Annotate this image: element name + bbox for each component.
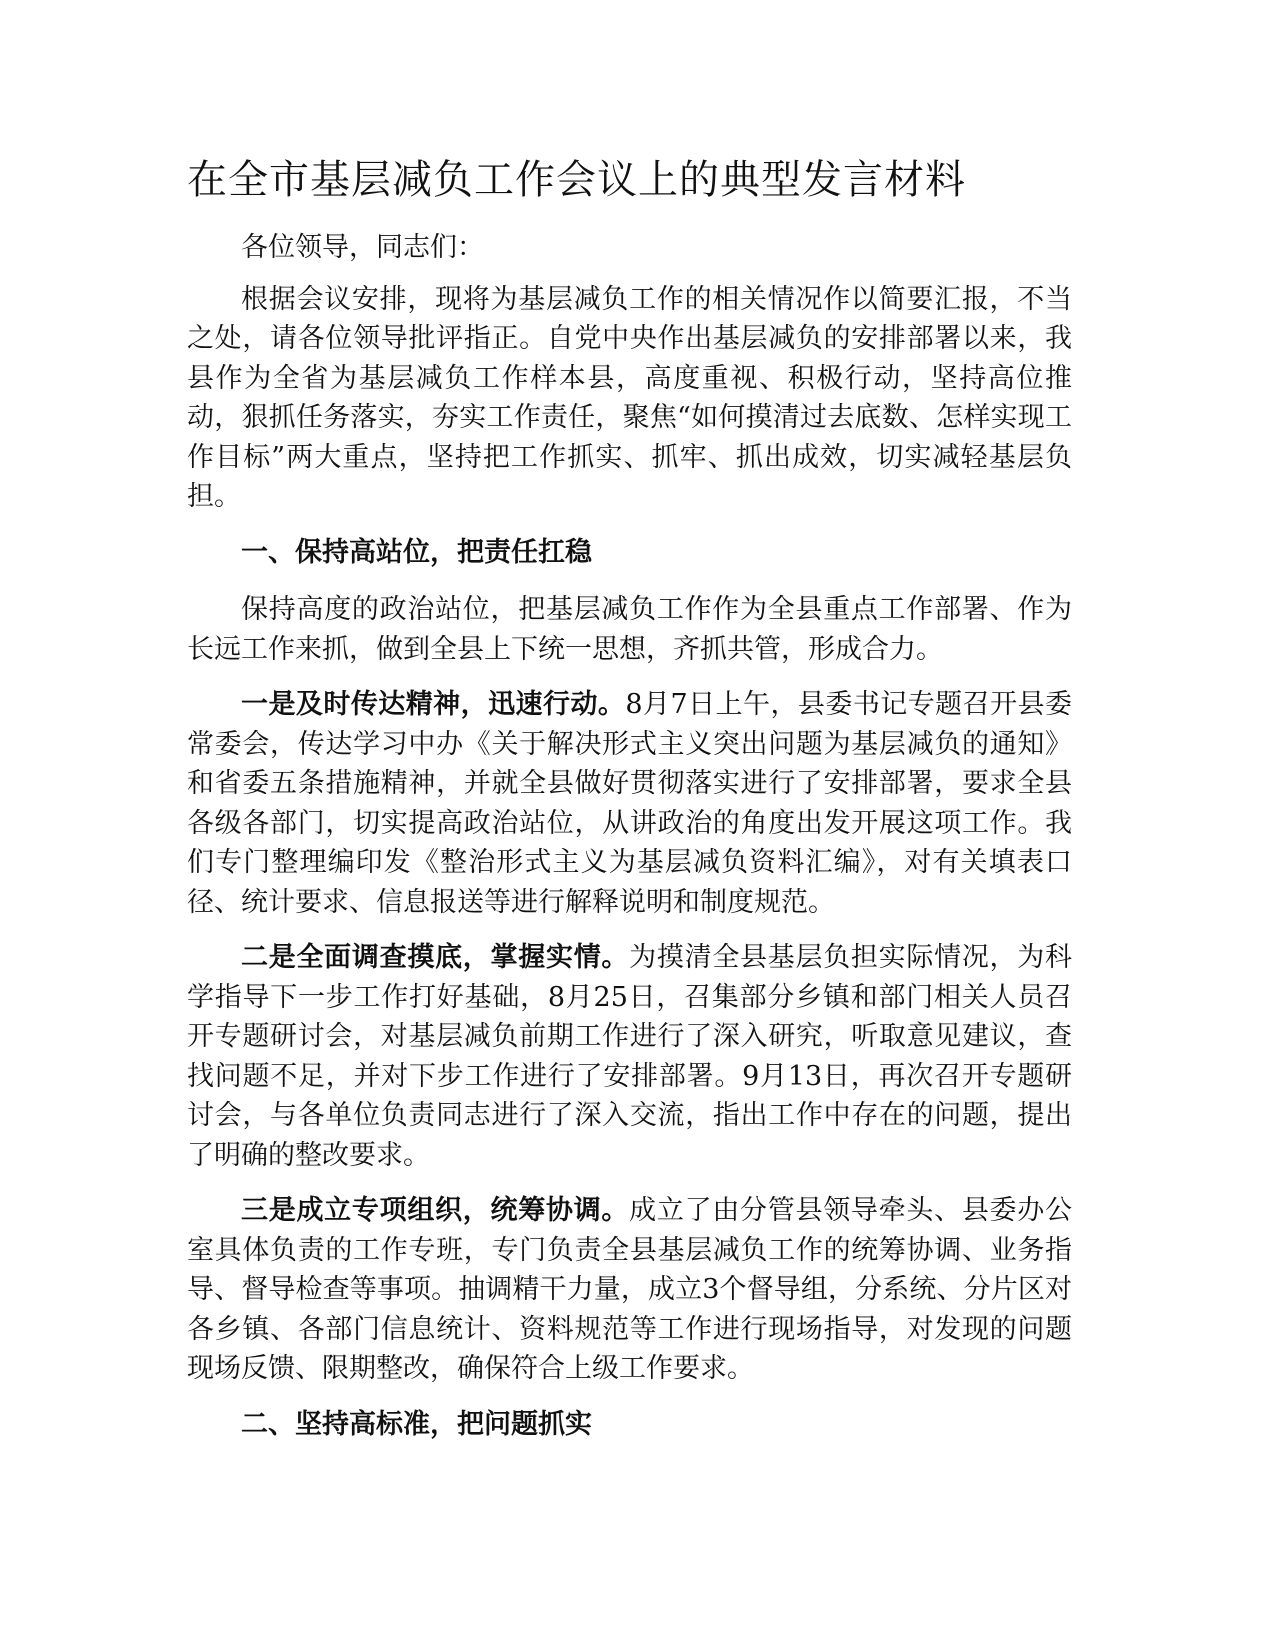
item-2-body: 为摸清全县基层负担实际情况，为科学指导下一步工作打好基础，8月25日，召集部分乡镇和部门相关人员召开专题研讨会，对基层减负前期工作进行了深入研究，听取意见建议，查找问题不足，并对下步工作进行了安排部署。9月13日，再次召开专题研讨会，与各单位负责同志进行了深入交流，指出工作中存在的问题，提出了明确的整改要求。	[187, 942, 1073, 1171]
salutation: 各位领导，同志们：	[241, 232, 484, 263]
item-3-lead: 三是成立专项组织，统筹协调。	[241, 1195, 630, 1226]
document-title: 在全市基层减负工作会议上的典型发言材料	[187, 157, 966, 203]
item-1-body: 8月7日上午，县委书记专题召开县委常委会，传达学习中办《关于解决形式主义突出问题为基层减负的通知》和省委五条措施精神，并就全县做好贯彻落实进行了安排部署，要求全县各级各部门，切实提高政治站位，从讲政治的角度出发开展这项工作。我们专门整理编印发《整治形式主义为基层减负资料汇编》，对有关填表口径、统计要求、信息报送等进行解释说明和制度规范。	[187, 689, 1073, 918]
section-1-item-3	[187, 1191, 1072, 1389]
section-2-heading: 二、坚持高标准，把问题抓实	[241, 1408, 592, 1440]
item-2-lead: 二是全面调查摸底，掌握实情。	[241, 942, 630, 973]
item-3-body: 成立了由分管县领导牵头、县委办公室具体负责的工作专班，专门负责全县基层减负工作的统筹协调、业务指导、督导检查等事项。抽调精干力量，成立3个督导组，分系统、分片区对各乡镇、各部门信息统计、资料规范等工作进行现场指导，对发现的问题现场反馈、限期整改，确保符合上级工作要求。	[187, 1195, 1073, 1384]
section-1-summary: 保持高度的政治站位，把基层减负工作作为全县重点工作部署、作为长远工作来抓，做到全县上下统一思想，齐抓共管，形成合力。	[187, 594, 1072, 665]
intro-paragraph: 根据会议安排，现将为基层减负工作的相关情况作以简要汇报，不当之处，请各位领导批评指正。自党中央作出基层减负的安排部署以来，我县作为全省为基层减负工作样本县，高度重视、积极行动，坚持高位推动，狠抓任务落实，夯实工作责任，聚焦“如何摸清过去底数、怎样实现工作目标”两大重点，坚持把工作抓实、抓牢、抓出成效，切实减轻基层负担。	[187, 283, 1072, 512]
document-body	[187, 150, 1072, 1462]
item-1-lead: 一是及时传达精神，迅速行动。	[241, 689, 626, 720]
section-1-heading: 一、保持高站位，把责任扛稳	[241, 536, 592, 568]
section-1-item-2	[187, 938, 1072, 1175]
section-1-item-1	[187, 685, 1072, 922]
